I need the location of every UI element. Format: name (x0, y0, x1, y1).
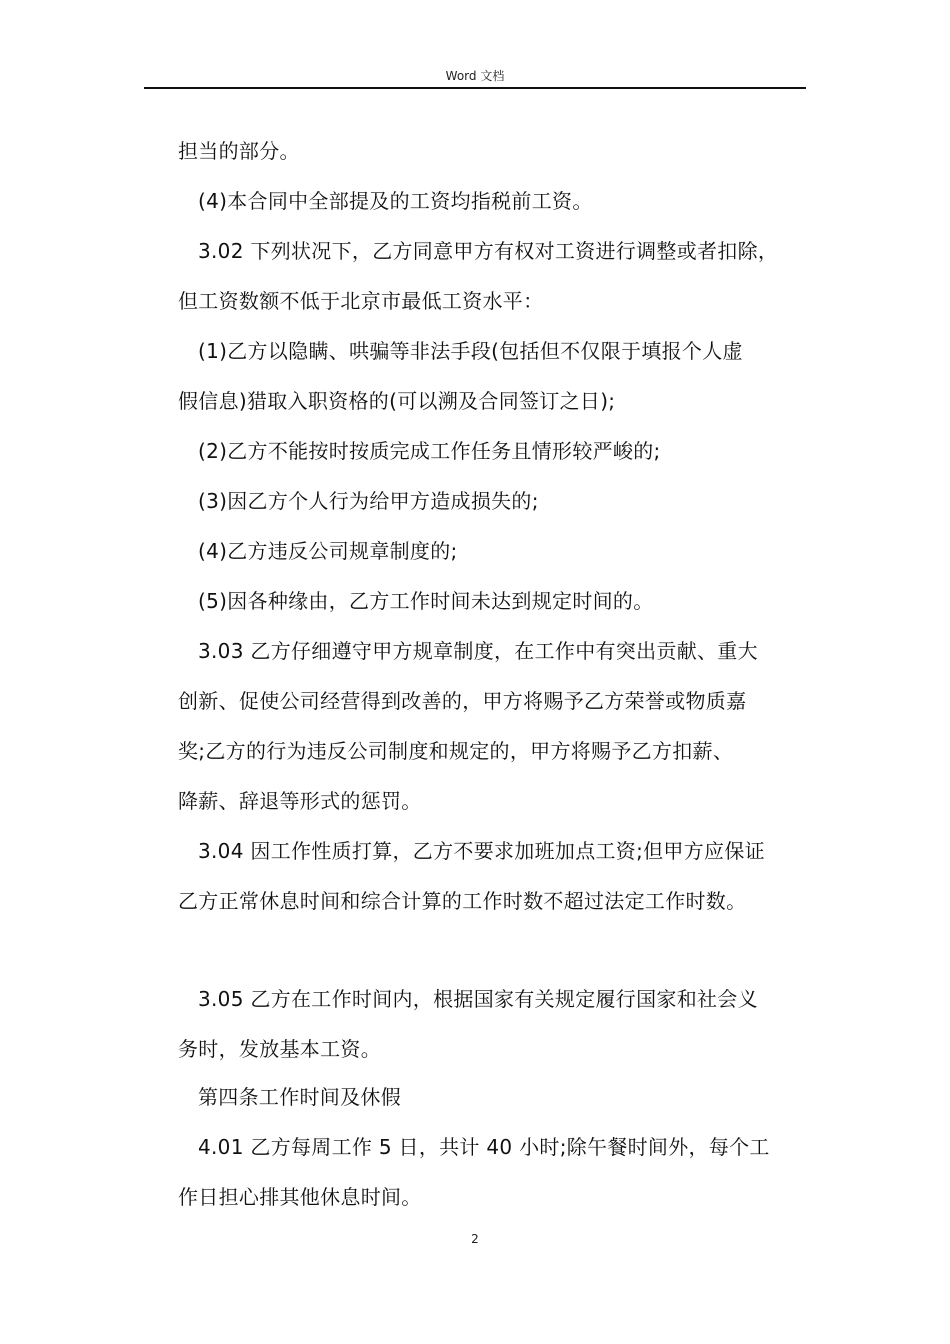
body-line: 作日担心排其他休息时间。 (178, 1185, 422, 1209)
body-line: (2)乙方不能按时按质完成工作任务且情形较严峻的; (198, 439, 661, 463)
page-header-title: Word 文档 (445, 69, 505, 83)
body-line: 4.01 乙方每周工作 5 日，共计 40 小时;除午餐时间外，每个工 (198, 1135, 770, 1159)
body-line: 3.05 乙方在工作时间内，根据国家有关规定履行国家和社会义 (198, 987, 758, 1011)
body-line: 但工资数额不低于北京市最低工资水平： (178, 289, 544, 313)
body-line: 3.03 乙方仔细遵守甲方规章制度，在工作中有突出贡献、重大 (198, 639, 758, 663)
body-line: (4)乙方违反公司规章制度的; (198, 539, 458, 563)
body-line: (5)因各种缘由，乙方工作时间未达到规定时间的。 (198, 589, 654, 613)
body-line: (3)因乙方个人行为给甲方造成损失的; (198, 489, 539, 513)
body-line: 假信息)猎取入职资格的(可以溯及合同签订之日); (178, 389, 616, 413)
page-number: 2 (471, 1232, 479, 1246)
body-line: (1)乙方以隐瞒、哄骗等非法手段(包括但不仅限于填报个人虚 (198, 339, 743, 363)
body-line: 第四条工作时间及休假 (198, 1085, 401, 1109)
body-line: 担当的部分。 (178, 139, 300, 163)
body-line: 务时，发放基本工资。 (178, 1037, 381, 1061)
body-line: 奖;乙方的行为违反公司制度和规定的，甲方将赐予乙方扣薪、 (178, 739, 734, 763)
body-line: 3.04 因工作性质打算，乙方不要求加班加点工资;但甲方应保证 (198, 839, 765, 863)
body-line: 乙方正常休息时间和综合计算的工作时数不超过法定工作时数。 (178, 889, 747, 913)
body-line: 3.02 下列状况下，乙方同意甲方有权对工资进行调整或者扣除， (198, 239, 779, 263)
body-line: 降薪、辞退等形式的惩罚。 (178, 789, 422, 813)
body-line: 创新、促使公司经营得到改善的，甲方将赐予乙方荣誉或物质嘉 (178, 689, 747, 713)
header-divider (144, 87, 806, 89)
body-line: (4)本合同中全部提及的工资均指税前工资。 (198, 189, 593, 213)
